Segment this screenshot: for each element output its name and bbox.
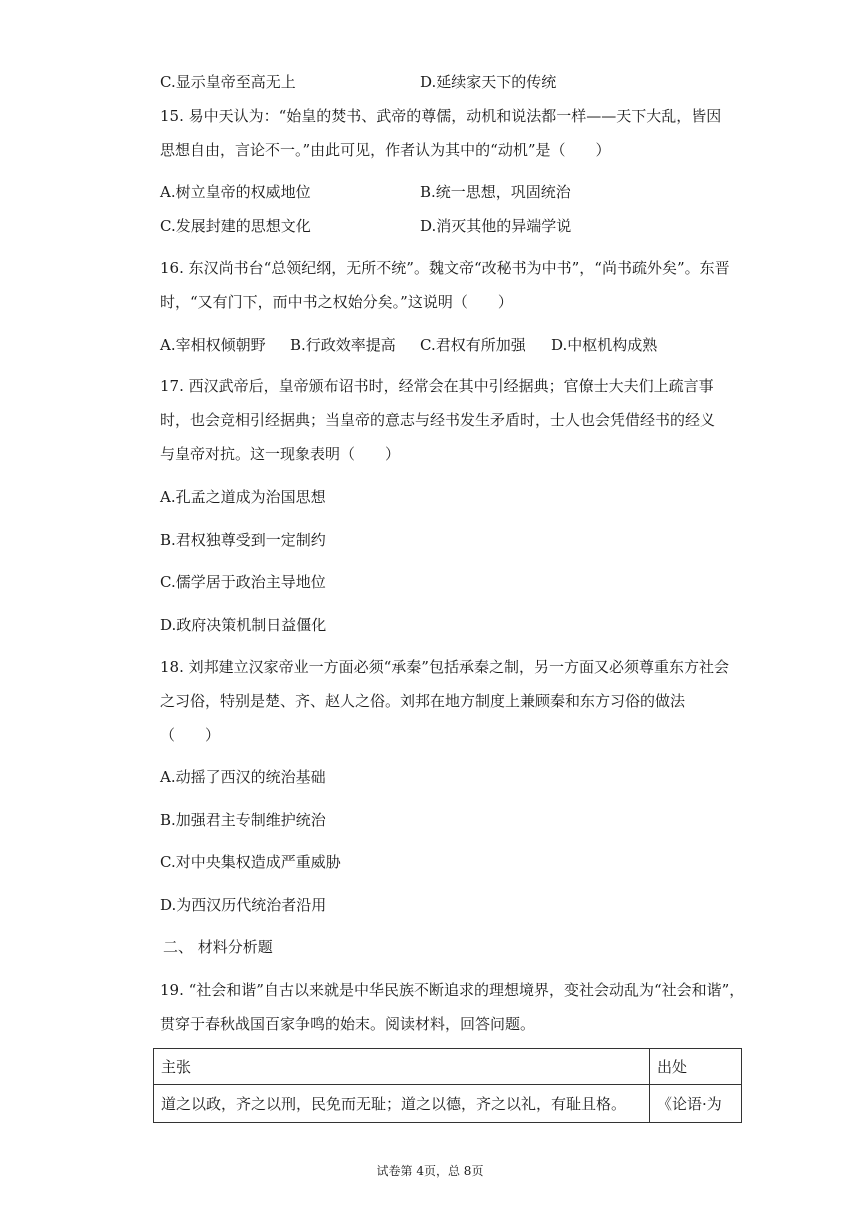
q18-option-c: C.对中央集权造成严重威胁: [160, 853, 341, 871]
table-header-row: [154, 1049, 742, 1085]
q16-option-c: C.君权有所加强: [420, 336, 526, 354]
q15-option-d: D.消灭其他的异端学说: [420, 217, 572, 235]
q14-option-c: C.显示皇帝至高无上: [160, 73, 296, 91]
q17-stem-line2: 时，也会竞相引经据典；当皇帝的意志与经书发生矛盾时，士人也会凭借经书的经义: [160, 411, 716, 429]
q16-option-d: D.中枢机构成熟: [551, 336, 658, 354]
q16-option-b: B.行政效率提高: [290, 336, 396, 354]
table-cell: 《论语·为: [650, 1085, 742, 1123]
q16-stem-line1: 16. 东汉尚书台“总领纪纲，无所不统”。魏文帝“改秘书为中书”，“尚书疏外矣”。东晋: [160, 259, 730, 277]
q17-option-a: A.孔孟之道成为治国思想: [160, 488, 326, 506]
q17-stem-line3: 与皇帝对抗。这一现象表明（ ）: [160, 445, 401, 463]
q17-option-d: D.政府决策机制日益僵化: [160, 616, 327, 634]
q15-stem-line2: 思想自由，言论不一。”由此可见，作者认为其中的“动机”是（ ）: [160, 141, 611, 159]
page-footer: 试卷第 4页，总 8页: [376, 1164, 484, 1178]
table-header-cell: 出处: [650, 1049, 742, 1085]
q15-option-b: B.统一思想，巩固统治: [420, 183, 571, 201]
material-table: [153, 1048, 742, 1123]
q18-option-d: D.为西汉历代统治者沿用: [160, 896, 327, 914]
q17-option-b: B.君权独尊受到一定制约: [160, 531, 326, 549]
q19-stem-line2: 贯穿于春秋战国百家争鸣的始末。阅读材料，回答问题。: [160, 1015, 536, 1033]
q19-stem-line1: 19. “社会和谐”自古以来就是中华民族不断追求的理想境界，变社会动乱为“社会和谐”，: [160, 981, 745, 999]
q17-option-c: C.儒学居于政治主导地位: [160, 573, 326, 591]
q18-stem-line2: 之习俗，特别是楚、齐、赵人之俗。刘邦在地方制度上兼顾秦和东方习俗的做法: [160, 692, 686, 710]
q16-option-a: A.宰相权倾朝野: [160, 336, 266, 354]
section-title: 二、 材料分析题: [163, 938, 273, 956]
q16-stem-line2: 时，“又有门下，而中书之权始分矣。”这说明（ ）: [160, 293, 513, 311]
q15-option-c: C.发展封建的思想文化: [160, 217, 311, 235]
q17-stem-line1: 17. 西汉武帝后，皇帝颁布诏书时，经常会在其中引经据典；官僚士大夫们上疏言事: [160, 377, 714, 395]
q18-option-b: B.加强君主专制维护统治: [160, 811, 326, 829]
q18-option-a: A.动摇了西汉的统治基础: [160, 768, 326, 786]
q15-stem-line1: 15. 易中天认为：“始皇的焚书、武帝的尊儒，动机和说法都一样——天下大乱，皆因: [160, 107, 722, 125]
q14-option-d: D.延续家天下的传统: [420, 73, 557, 91]
q15-option-a: A.树立皇帝的权威地位: [160, 183, 311, 201]
q18-stem-line3: （ ）: [160, 726, 221, 744]
table-row: [154, 1085, 742, 1123]
q18-stem-line1: 18. 刘邦建立汉家帝业一方面必须“承秦”包括承秦之制，另一方面又必须尊重东方社会: [160, 658, 729, 676]
table-cell: 道之以政，齐之以刑，民免而无耻；道之以德，齐之以礼，有耻且格。: [154, 1085, 650, 1123]
table-header-cell: 主张: [154, 1049, 650, 1085]
